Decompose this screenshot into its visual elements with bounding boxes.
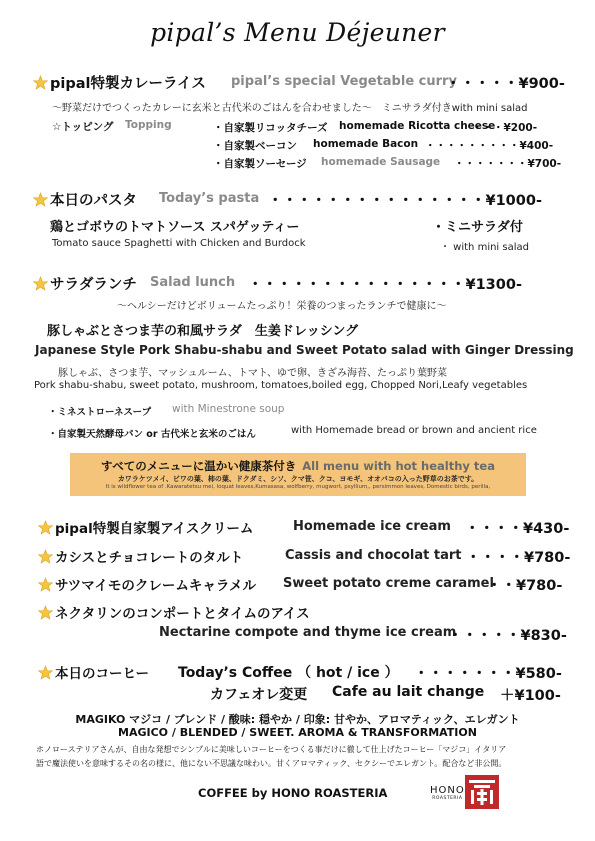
pasta-title-en: Today’s pasta	[159, 191, 260, 206]
coffee-note-1: ホノローステリアさんが、自由な発想でシンプルに美味しいコーヒーをつくる事だけに徹して仕上げたコーヒー「マジコ」イタリア	[36, 745, 507, 754]
dessert-ja-4: ネクタリンのコンポートとタイムのアイス	[55, 606, 310, 622]
dessert-en-2: Cassis and chocolat tart	[285, 548, 462, 563]
dessert-price-4: ・・・・・¥830-	[448, 628, 567, 644]
dessert-row-2	[38, 546, 243, 566]
curry-price: ・・・・・¥900-	[446, 76, 565, 92]
pasta-dish-ja: 鶏とゴボウのトマトソース スパゲッティー	[50, 220, 300, 235]
page-title: pipal’s Menu Déjeuner	[150, 18, 445, 47]
topping-ja-3: ・自家製ソーセージ	[213, 158, 307, 170]
banner-en: All menu with hot healthy tea	[302, 459, 495, 473]
hono-logo-sub: ROASTERIA	[432, 796, 463, 801]
topping-price-2: ・・・・・・・・・¥400-	[425, 140, 554, 152]
salad-ingredients-ja: 豚しゃぶ、さつま芋、マッシュルーム、トマト、ゆで卵、きざみ海苔、たっぷり葉野菜	[58, 368, 447, 379]
salad-title-en: Salad lunch	[150, 275, 236, 290]
topping-price-3: ・・・・・・・¥700-	[454, 158, 562, 170]
coffee-title-ja: 本日のコーヒー	[55, 666, 149, 682]
bread-en: with Homemade bread or brown and ancient rice	[291, 425, 537, 436]
star-icon	[38, 605, 53, 620]
cafe-au-lait-price: ＋¥100-	[500, 688, 561, 704]
curry-title-en: pipal’s special Vegetable curry	[231, 74, 457, 89]
coffee-credit: COFFEE by HONO ROASTERIA	[198, 786, 388, 800]
dessert-en-4: Nectarine compote and thyme ice cream	[159, 625, 457, 640]
dessert-price-3: ・・¥780-	[487, 578, 563, 594]
curry-title-ja: pipal特製カレーライス	[50, 76, 206, 92]
coffee-note-2: 語で魔法使いを意味するその名の様に、他にない不思議な味わい。甘くアロマティック、セクシーでエレガント。配合など非公開。	[36, 759, 507, 768]
topping-ja-2: ・自家製ベーコン	[213, 140, 297, 152]
pasta-dish-en: Tomato sauce Spaghetti with Chicken and Burdock	[52, 238, 306, 249]
topping-en-2: homemade Bacon	[313, 138, 419, 150]
coffee-price: ・・・・・・・¥580-	[414, 666, 562, 682]
magiko-ja: MAGIKO マジコ / ブレンド / 酸味: 穏やか / 印象: 甘やか、アロマティック、エレガント	[75, 713, 520, 726]
dessert-row-3	[38, 574, 256, 594]
topping-ja-1: ・自家製リコッタチーズ	[213, 122, 328, 134]
coffee-title-en: Today’s Coffee （ hot / ice ）	[178, 665, 399, 681]
star-icon	[33, 75, 48, 90]
salad-ingredients-en: Pork shabu-shabu, sweet potato, mushroom, tomatoes,boiled egg, Chopped Nori,Leafy vegetables	[34, 380, 528, 391]
topping-price-1: ・・・¥200-	[472, 122, 538, 134]
banner-line-1	[70, 458, 526, 474]
soup-en: with Minestrone soup	[172, 403, 285, 415]
banner-line-3: It is wildflower tea of .Kawaratetsu mei, loquat leaves,Kumasasa, wolfberry, mugwort, psyllium,, persimmon leaves, Domestic birds, perilla,	[105, 484, 491, 490]
salad-dish-en: Japanese Style Pork Shabu-shabu and Sweet Potato salad with Ginger Dressing	[35, 343, 574, 357]
pasta-side-en: ・ with mini salad	[440, 242, 529, 253]
healthy-tea-banner	[70, 453, 526, 496]
star-icon	[33, 276, 48, 291]
salad-heading-row	[33, 273, 137, 294]
star-icon	[38, 665, 53, 680]
star-icon	[38, 549, 53, 564]
curry-description: 〜野菜だけでつくったカレーに玄米と古代米のごはんを合わせました〜 ミニサラダ付きwith mini salad	[52, 103, 528, 114]
bread-ja: ・自家製天然酵母パン or 古代米と玄米のごはん	[48, 429, 256, 440]
pasta-title-ja: 本日のパスタ	[50, 193, 137, 209]
cafe-au-lait-ja: カフェオレ変更	[210, 687, 308, 703]
salad-price: ・・・・・・・・・・・・・・・¥1300-	[248, 277, 522, 293]
topping-label-ja: ☆トッピング	[52, 121, 114, 133]
salad-title-ja: サラダランチ	[50, 277, 137, 293]
dessert-ja-1: pipal特製自家製アイスクリーム	[55, 521, 254, 537]
banner-line-2: カワラケツメイ、ビワの葉、柿の葉、ドクダミ、シソ、クマ笹、クコ、ヨモギ、オオバコの入った野草のお茶です。	[117, 475, 479, 483]
dessert-en-3: Sweet potato creme caramel	[283, 576, 494, 591]
banner-ja: すべてのメニューに温かい健康茶付き	[100, 459, 297, 473]
dessert-row-4	[38, 602, 310, 622]
pasta-price: ・・・・・・・・・・・・・・・¥1000-	[268, 193, 542, 209]
star-icon	[38, 520, 53, 535]
curry-heading-row	[33, 72, 206, 93]
topping-label-en: Topping	[125, 119, 172, 131]
dessert-price-1: ・・・・¥430-	[465, 521, 570, 537]
magiko-en: MAGICO / BLENDED / SWEET. AROMA & TRANSFORMATION	[118, 726, 477, 739]
pasta-heading-row	[33, 189, 137, 210]
dessert-en-1: Homemade ice cream	[293, 519, 451, 534]
dessert-ja-2: カシスとチョコレートのタルト	[55, 550, 244, 566]
hono-logo-name: HONO	[430, 785, 465, 796]
salad-dish-ja: 豚しゃぶとさつま芋の和風サラダ 生姜ドレッシング	[47, 324, 359, 339]
star-icon	[38, 577, 53, 592]
topping-en-3: homemade Sausage	[321, 156, 441, 168]
dessert-row-1	[38, 517, 253, 537]
star-icon	[33, 192, 48, 207]
dessert-ja-3: サツマイモのクレームキャラメル	[55, 578, 257, 594]
coffee-heading-row	[38, 662, 149, 682]
dessert-price-2: ・・・・¥780-	[466, 550, 571, 566]
pasta-side-ja: ・ミニサラダ付	[432, 220, 523, 235]
hono-roasteria-logo	[465, 775, 499, 809]
topping-en-1: homemade Ricotta cheese	[339, 120, 496, 132]
hono-logo-text	[430, 785, 465, 801]
salad-description: 〜ヘルシーだけどボリュームたっぷり！栄養のつまったランチで健康に〜	[117, 301, 447, 312]
soup-ja: ・ミネストローネスープ	[48, 407, 152, 418]
cafe-au-lait-en: Cafe au lait change	[332, 684, 485, 700]
